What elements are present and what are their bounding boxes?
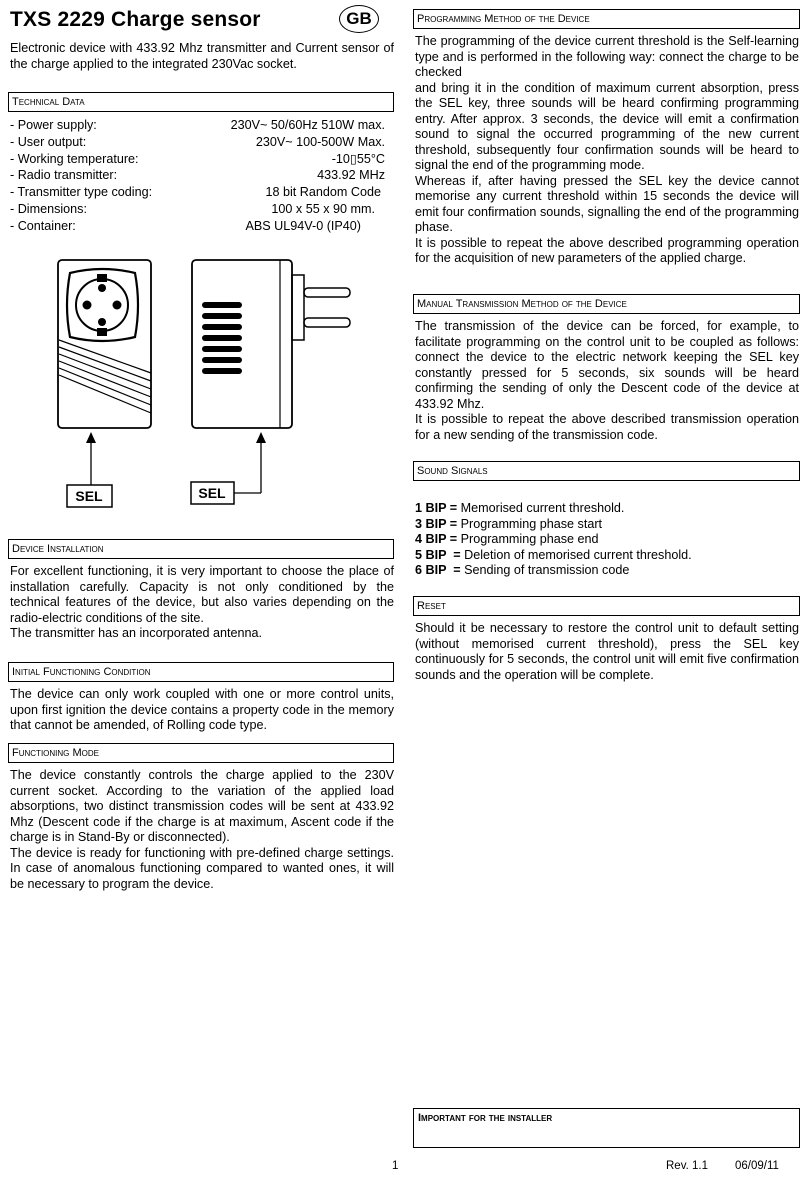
sound-signal-code: 5 BIP (415, 547, 447, 562)
sound-signal-code: 4 BIP (415, 532, 447, 546)
programming-text: The programming of the device current threshold is the Self-learning type and is performed in the following way: connect the charge to be checked and bring it in the condition of maximum current absorption, press the SEL key, three sounds will be heard confirming programming entry. After approx. 3 seconds, the device will emit a confirmation sound to signal the occurred programming of the new current threshold, subsequently four confirmation sounds will be heard to signal the end of the programming mode. Whereas if, after having pressed the SEL key the device cannot memorise any current threshold within 15 seconds the device will emit four confirmation sounds, signalling the end of the programming phase. It is possible to repeat the above described programming operation for the acquisition of new parameters of the applied charge. (415, 34, 799, 265)
initial-condition-heading: Initial Functioning Condition (8, 662, 394, 682)
sound-signal-equals: = (446, 516, 461, 531)
manual-transmission-heading: Manual Transmission Method of the Device (413, 294, 800, 314)
sound-signal-desc: Programming phase end (460, 532, 599, 546)
initial-condition-text: The device can only work coupled with one or more control units, upon first ignition the device contains a property code in the memory that cannot be amended, of Rolling code type. (10, 687, 394, 732)
functioning-mode-heading: Functioning Mode (8, 743, 394, 763)
sound-signal-item (415, 532, 799, 548)
sound-signal-equals: = (446, 501, 461, 515)
device-illustration (55, 255, 365, 513)
functioning-mode-text: The device constantly controls the charge applied to the 230V current socket. According to the variation of the applied load absorptions, two distinct transmission codes will be sent at 433.92 Mhz (Descent code if the charge is at maximum, Ascent code if the charge is in Stand-By or disconnected). The device is ready for functioning with pre-defined charge settings. In case of anomalous functioning compared to wanted ones, it will be necessary to program the device. (10, 768, 394, 891)
document-title: TXS 2229 Charge sensor (10, 8, 261, 31)
spec-value: 230V~ 50/60Hz 510W max. (230, 118, 385, 132)
technical-data-heading: Technical Data (8, 92, 394, 112)
spec-value: 100 x 55 x 90 mm. (271, 202, 375, 216)
intro-text: Electronic device with 433.92 Mhz transmitter and Current sensor of the charge applied to the integrated 230Vac socket. (10, 41, 394, 71)
device-installation-heading: Device Installation (8, 539, 394, 559)
sound-signal-code: 1 BIP (415, 501, 447, 515)
revision-date: 06/09/11 (735, 1160, 779, 1172)
sound-signals-list (415, 501, 799, 579)
sound-signal-equals: = (446, 563, 465, 577)
language-badge: GB (339, 5, 379, 33)
sound-signal-code: 6 BIP (415, 563, 447, 577)
spec-value: 230V~ 100-500W Max. (255, 134, 385, 149)
sel-label-side: SEL (198, 485, 226, 501)
sound-signal-equals: = (446, 532, 461, 546)
manual-transmission-text: The transmission of the device can be forced, for example, to facilitate programming on the control unit to be coupled as follows: connect the device to the electric network keeping the SEL key constantly pressed for 5 seconds, six sounds will be heard confirming the sending of only the Descent code of the device at 433.92 Mhz. It is possible to repeat the above described transmission operation for a new sending of the transmission code. (415, 319, 799, 442)
sound-signal-item (415, 563, 799, 579)
reset-heading: Reset (413, 596, 800, 616)
sound-signal-item (415, 548, 799, 564)
programming-heading: Programming Method of the Device (413, 9, 800, 29)
page-number: 1 (392, 1160, 399, 1172)
sound-signal-desc: Memorised current threshold. (460, 501, 625, 515)
spec-label: - User output: (10, 134, 87, 149)
reset-text: Should it be necessary to restore the control unit to default setting (without memorised current threshold), press the SEL key continuously for 5 seconds, the control unit will emit five confirmation sounds and the operation will be complete. (415, 621, 799, 682)
sound-signal-desc: Programming phase start (460, 516, 603, 531)
spec-value: -10▯55°C (331, 151, 385, 166)
spec-label: - Radio transmitter: (10, 168, 118, 183)
sound-signal-equals: = (446, 547, 465, 562)
sound-signal-code: 3 BIP (415, 516, 447, 531)
spec-label: - Working temperature: (10, 151, 139, 166)
spec-value: ABS UL94V-0 (IP40) (245, 218, 361, 233)
sel-label-front: SEL (75, 488, 103, 504)
sound-signal-item (415, 517, 799, 533)
spec-label: - Transmitter type coding: (10, 185, 153, 200)
spec-label: - Power supply: (10, 118, 97, 132)
spec-label: - Container: (10, 218, 76, 233)
sound-signal-desc: Deletion of memorised current threshold. (464, 547, 692, 562)
spec-value: 18 bit Random Code (265, 185, 381, 200)
sound-signal-desc: Sending of transmission code (464, 563, 630, 577)
sound-signals-heading: Sound Signals (413, 461, 800, 481)
spec-value: 433.92 MHz (317, 168, 385, 183)
installer-note-box: Important for the installer (413, 1108, 800, 1148)
revision: Rev. 1.1 (666, 1160, 708, 1172)
device-installation-text: For excellent functioning, it is very important to choose the place of installation carefully. Capacity is not only conditioned by the technical features of the device, but also varies depending on the radio-electric conditions of the site. The transmitter has an incorporated antenna. (10, 564, 394, 640)
spec-label: - Dimensions: (10, 202, 87, 216)
sound-signal-item (415, 501, 799, 517)
